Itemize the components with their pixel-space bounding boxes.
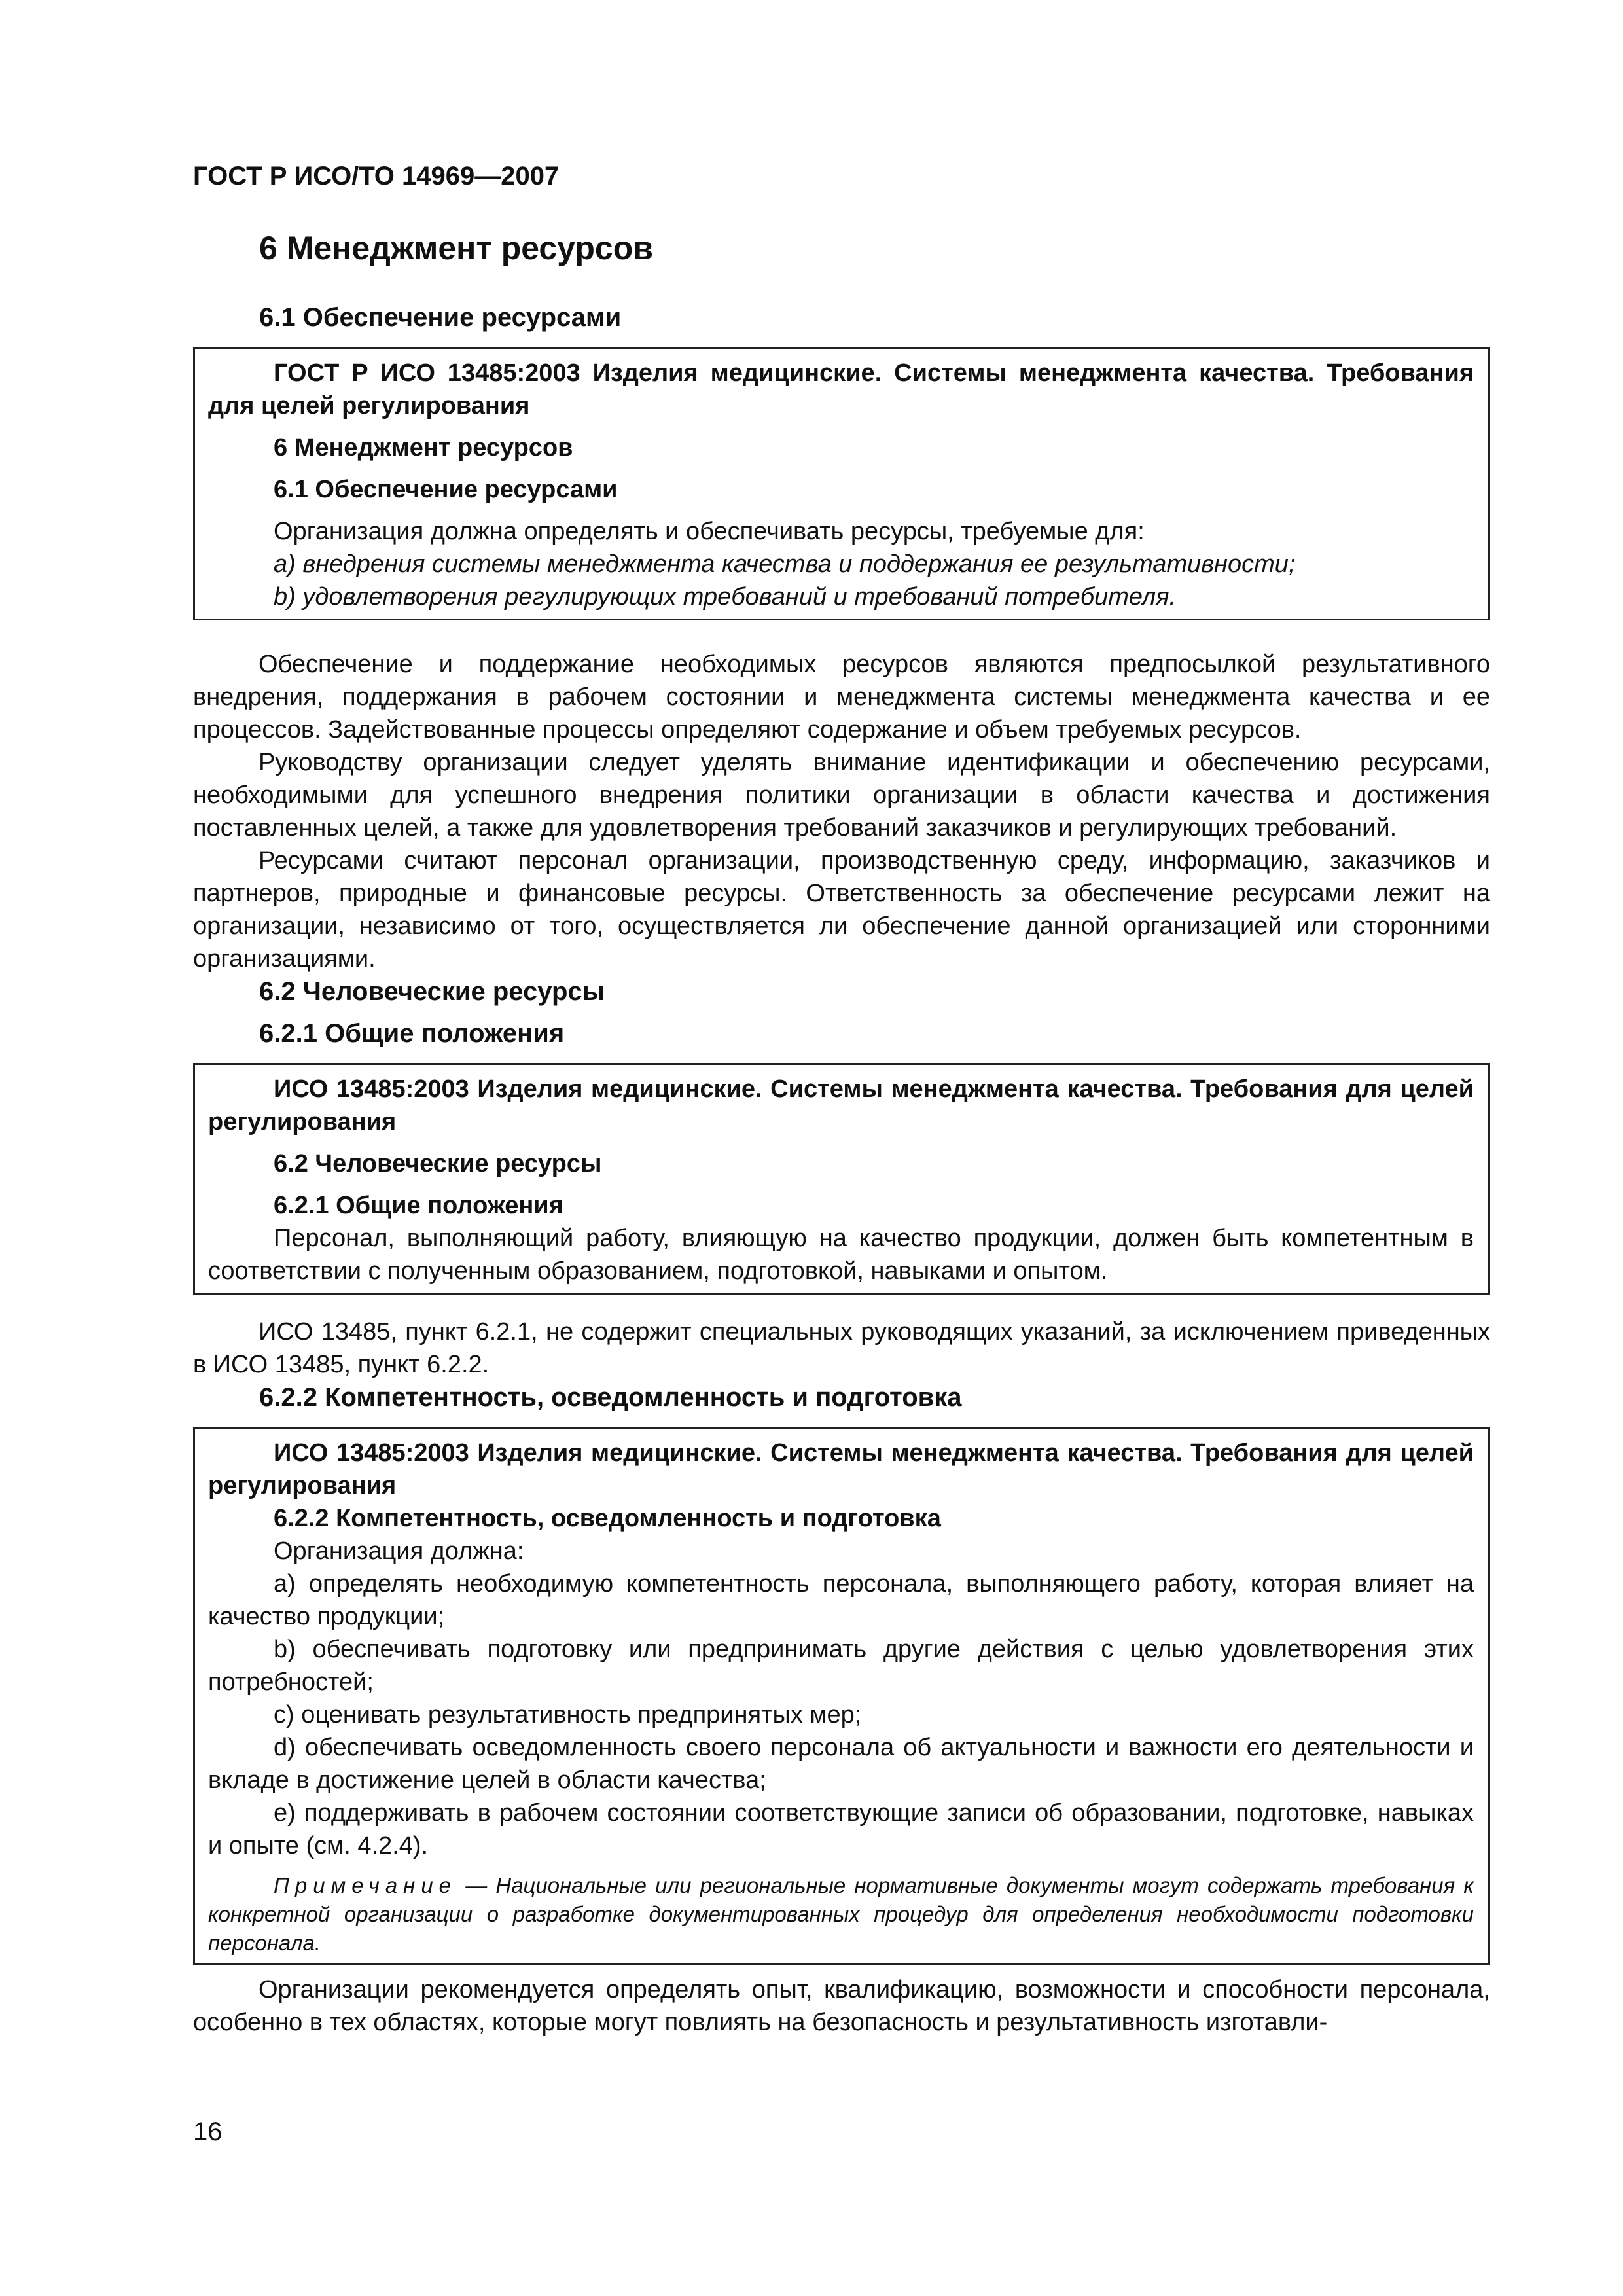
subsection-6-2-2-title: 6.2.2 Компетентность, осведомленность и подготовка: [259, 1383, 962, 1412]
quote-box-1-heading-1: 6 Менеджмент ресурсов: [274, 434, 573, 461]
quote-box-2-title: ИСО 13485:2003 Изделия медицинские. Системы менеджмента качества. Требования для целей регулирования: [208, 1075, 1474, 1136]
section-title: 6 Менеджмент ресурсов: [259, 230, 654, 266]
quote-box-1-heading-2: 6.1 Обеспечение ресурсами: [274, 476, 618, 503]
body-text-1: [193, 648, 1490, 975]
quote-box-1-item-b: b) удовлетворения регулирующих требований и требований потребителя.: [274, 583, 1177, 611]
quote-box-3-title: ИСО 13485:2003 Изделия медицинские. Системы менеджмента качества. Требования для целей регулирования: [208, 1439, 1474, 1499]
body-paragraph: Организации рекомендуется определять опыт, квалификацию, возможности и способности персонала, особенно в тех областях, которые могут повлиять на безопасность и результативность изготавли-: [193, 1976, 1490, 2036]
note-label: Примечание: [274, 1873, 457, 1897]
quote-box-3-item-c: c) оценивать результативность предпринятых мер;: [274, 1701, 862, 1729]
quote-box-2-heading-1: 6.2 Человеческие ресурсы: [274, 1150, 602, 1177]
note-text: — Национальные или региональные нормативные документы могут содержать требования к конкретной организации о разработке документированных процедур для определения необходимости подготовки персонала.: [208, 1873, 1474, 1955]
subsection-6-1-title: 6.1 Обеспечение ресурсами: [259, 303, 622, 332]
document-header: ГОСТ Р ИСО/ТО 14969—2007: [193, 162, 560, 190]
quote-box-3: [193, 1427, 1490, 1965]
subsection-6-2-title: 6.2 Человеческие ресурсы: [259, 977, 605, 1006]
quote-box-2-paragraph: Персонал, выполняющий работу, влияющую на качество продукции, должен быть компетентным в соответствии с полученным образованием, подготовкой, навыками и опытом.: [208, 1225, 1474, 1285]
quote-box-3-note: [208, 1871, 1474, 1958]
body-text-3: [193, 1973, 1490, 2039]
subsection-6-2-1-title: 6.2.1 Общие положения: [259, 1019, 565, 1048]
body-text-2: [193, 1316, 1490, 1381]
page-number: 16: [193, 2117, 223, 2146]
quote-box-3-heading: 6.2.2 Компетентность, осведомленность и подготовка: [274, 1505, 941, 1532]
quote-box-3-item-a: a) определять необходимую компетентность персонала, выполняющего работу, которая влияет на качество продукции;: [208, 1570, 1474, 1630]
quote-box-1-title: ГОСТ Р ИСО 13485:2003 Изделия медицинские. Системы менеджмента качества. Требования для целей регулирования: [208, 359, 1474, 420]
body-paragraph: ИСО 13485, пункт 6.2.1, не содержит специальных руководящих указаний, за исключением приведенных в ИСО 13485, пункт 6.2.2.: [193, 1318, 1490, 1378]
quote-box-3-item-d: d) обеспечивать осведомленность своего персонала об актуальности и важности его деятельности и вкладе в достижение целей в области качества;: [208, 1734, 1474, 1794]
quote-box-2: [193, 1063, 1490, 1295]
quote-box-2-heading-2: 6.2.1 Общие положения: [274, 1192, 563, 1219]
body-paragraph: Обеспечение и поддержание необходимых ресурсов являются предпосылкой результативного внедрения, поддержания в рабочем состоянии и менеджмента системы менеджмента качества и ее процессов. Задействованные процессы определяют содержание и объем требуемых ресурсов.: [193, 651, 1490, 744]
quote-box-1-paragraph: Организация должна определять и обеспечивать ресурсы, требуемые для:: [274, 518, 1145, 545]
quote-box-3-item-b: b) обеспечивать подготовку или предпринимать другие действия с целью удовлетворения этих потребностей;: [208, 1636, 1474, 1696]
quote-box-3-intro: Организация должна:: [274, 1537, 524, 1565]
quote-box-1-item-a: a) внедрения системы менеджмента качества и поддержания ее результативности;: [274, 550, 1296, 578]
body-paragraph: Ресурсами считают персонал организации, производственную среду, информацию, заказчиков и партнеров, природные и финансовые ресурсы. Ответственность за обеспечение ресурсами лежит на организации, независимо от того, осуществляется ли обеспечение данной организацией или сторонними организациями.: [193, 847, 1490, 973]
quote-box-1: [193, 347, 1490, 620]
quote-box-3-item-e: e) поддерживать в рабочем состоянии соответствующие записи об образовании, подготовке, навыках и опыте (см. 4.2.4).: [208, 1799, 1474, 1859]
body-paragraph: Руководству организации следует уделять внимание идентификации и обеспечению ресурсами, необходимыми для успешного внедрения политики организации в области качества и достижения поставленных целей, а также для удовлетворения требований заказчиков и регулирующих требований.: [193, 749, 1490, 842]
